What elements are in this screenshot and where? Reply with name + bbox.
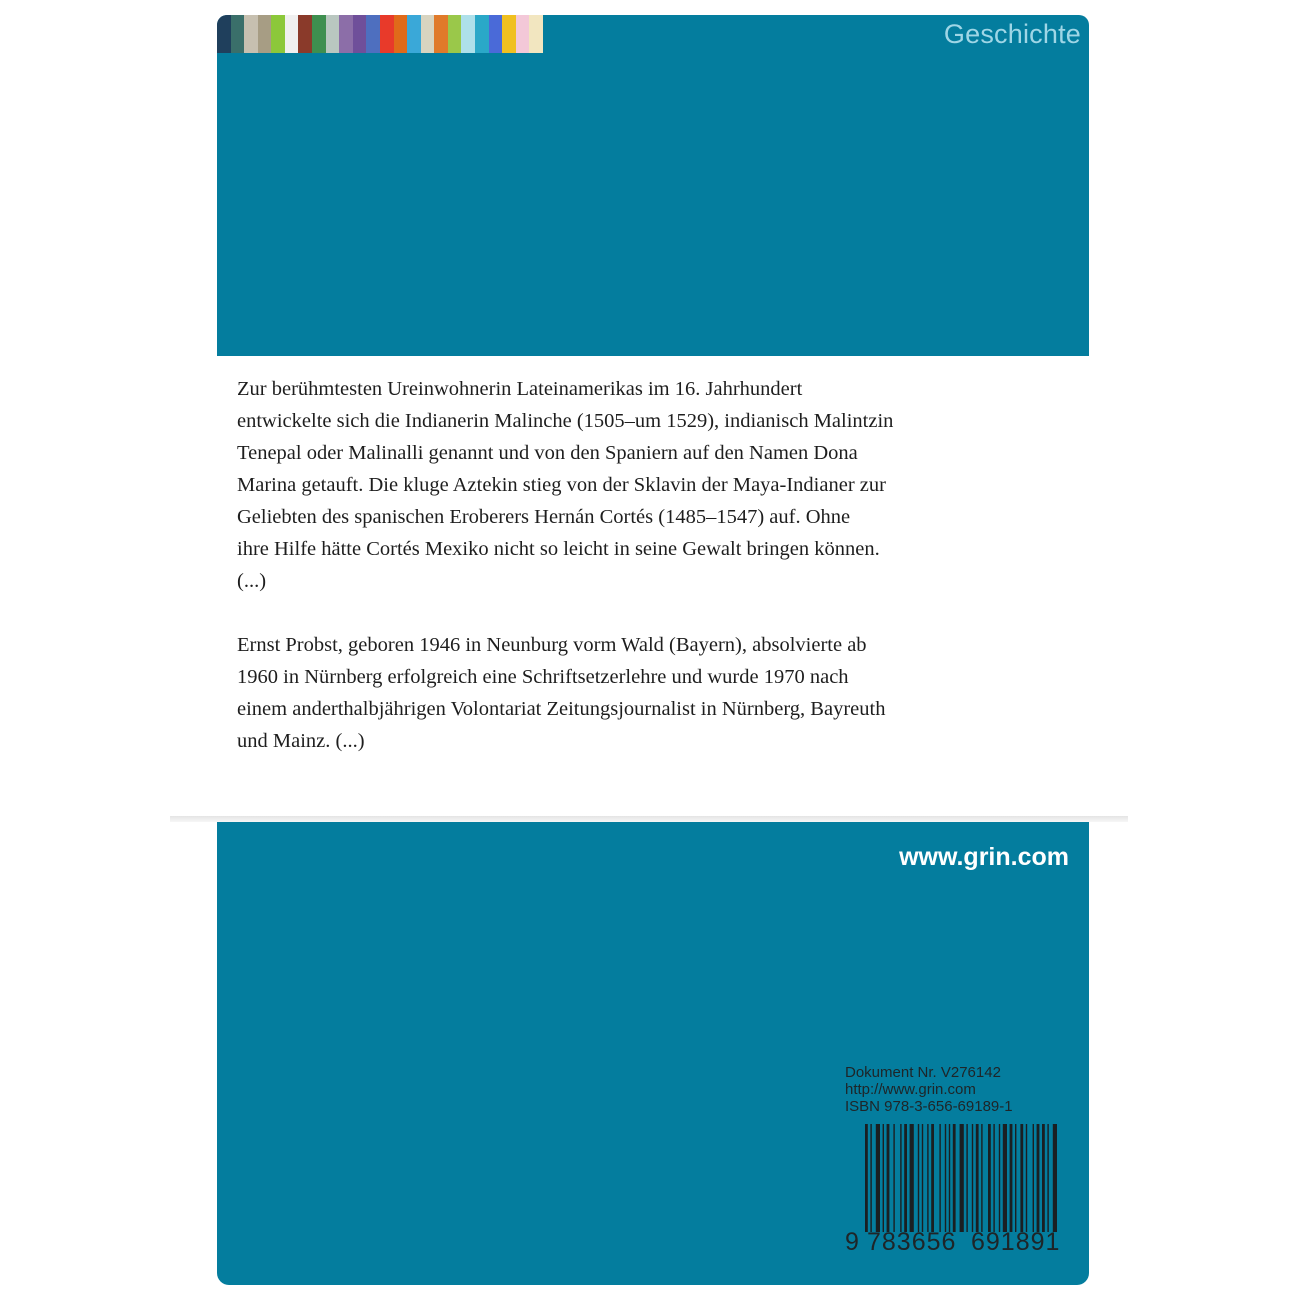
barcode-left-digits: 783656 <box>867 1228 957 1256</box>
barcode-bar <box>988 1124 991 1232</box>
barcode-bar <box>910 1124 914 1232</box>
isbn-number: ISBN 978-3-656-69189-1 <box>845 1098 1013 1115</box>
color-strip-segment <box>244 15 258 53</box>
barcode <box>865 1124 1069 1232</box>
barcode-right-digits: 691891 <box>971 1228 1061 1256</box>
color-strip-segment <box>258 15 272 53</box>
color-strip-segment <box>217 15 231 53</box>
barcode-bar <box>900 1124 901 1232</box>
color-strip-segment <box>529 15 543 53</box>
category-label: Geschichte <box>943 19 1081 49</box>
color-strip-segment <box>285 15 299 53</box>
document-number: Dokument Nr. V276142 <box>845 1064 1001 1081</box>
color-strip-segment <box>434 15 448 53</box>
barcode-bar <box>1037 1124 1040 1232</box>
barcode-bar <box>1026 1124 1027 1232</box>
barcode-bar <box>1053 1124 1057 1232</box>
barcode-bar <box>1020 1124 1023 1232</box>
description-panel <box>217 356 1089 818</box>
barcode-bar <box>999 1124 1000 1232</box>
barcode-bar <box>870 1124 871 1232</box>
color-strip-segment <box>326 15 340 53</box>
color-strip-segment <box>380 15 394 53</box>
barcode-bar <box>960 1124 964 1232</box>
fold-shadow <box>170 816 1128 822</box>
barcode-bar <box>876 1124 880 1232</box>
barcode-digits <box>845 1228 1069 1257</box>
author-bio: Ernst Probst, geboren 1946 in Neunburg vorm Wald (Bayern), absolvierte ab 1960 in Nürnberg erfolgreich eine Schriftsetzerlehre und wurde 1970 nach einem anderthalbjährigen Volontariat Zeitungsjournalist in Nürnberg, Bayreuth und Mainz. (...) <box>237 634 886 752</box>
barcode-bar <box>981 1124 982 1232</box>
barcode-lead-digit: 9 <box>845 1228 860 1256</box>
color-strip-segment <box>394 15 408 53</box>
barcode-bar <box>1015 1124 1016 1232</box>
barcode-bar <box>976 1124 979 1232</box>
barcode-bar <box>931 1124 934 1232</box>
barcode-bar <box>1033 1124 1034 1232</box>
barcode-bar <box>918 1124 919 1232</box>
color-strip-segment <box>231 15 245 53</box>
book-blurb: Zur berühmtesten Ureinwohnerin Lateinamerikas im 16. Jahrhundert entwickelte sich die Indianerin Malinche (1505–um 1529), indianisch Malintzin Tenepal oder Malinalli genannt und von den Spaniern auf den Namen Dona Marina getauft. Die kluge Aztekin stieg von der Sklavin der Maya-Indianer zur Geliebten des spanischen Eroberers Hernán Cortés (1485–1547) auf. Ohne ihre Hilfe hätte Cortés Mexiko nicht so leicht in seine Gewalt bringen können. (...) <box>237 378 894 592</box>
barcode-bar <box>1003 1124 1007 1232</box>
barcode-bar <box>1010 1124 1013 1232</box>
color-strip-segment <box>298 15 312 53</box>
color-strip-segment <box>271 15 285 53</box>
barcode-bar <box>945 1124 946 1232</box>
barcode-bar <box>887 1124 890 1232</box>
barcode-bar <box>883 1124 884 1232</box>
color-strip-segment <box>489 15 503 53</box>
barcode-bar <box>1042 1124 1045 1232</box>
barcode-bar <box>953 1124 956 1232</box>
barcode-bar <box>1047 1124 1048 1232</box>
barcode-bar <box>972 1124 973 1232</box>
top-color-panel <box>217 15 1089 356</box>
color-strip-segment <box>353 15 367 53</box>
barcode-graphic <box>865 1124 1069 1232</box>
document-url: http://www.grin.com <box>845 1081 976 1098</box>
document-info <box>845 1064 1069 1115</box>
barcode-bar <box>939 1124 940 1232</box>
color-strip-segment <box>366 15 380 53</box>
barcode-bar <box>993 1124 994 1232</box>
color-strip-segment <box>475 15 489 53</box>
barcode-bar <box>893 1124 894 1232</box>
color-strip-segment <box>407 15 421 53</box>
color-strip-segment <box>339 15 353 53</box>
color-strip-segment <box>516 15 530 53</box>
book-back-cover <box>217 15 1089 1285</box>
barcode-bar <box>865 1124 868 1232</box>
color-strip-segment <box>502 15 516 53</box>
color-strip <box>217 15 543 53</box>
color-strip-segment <box>461 15 475 53</box>
barcode-bar <box>966 1124 967 1232</box>
color-strip-segment <box>421 15 435 53</box>
barcode-bar <box>927 1124 928 1232</box>
color-strip-segment <box>312 15 326 53</box>
barcode-bar <box>922 1124 923 1232</box>
barcode-bar <box>949 1124 950 1232</box>
color-strip-segment <box>448 15 462 53</box>
barcode-bar <box>904 1124 907 1232</box>
publisher-url[interactable]: www.grin.com <box>899 843 1069 871</box>
bottom-color-panel <box>217 818 1089 1285</box>
